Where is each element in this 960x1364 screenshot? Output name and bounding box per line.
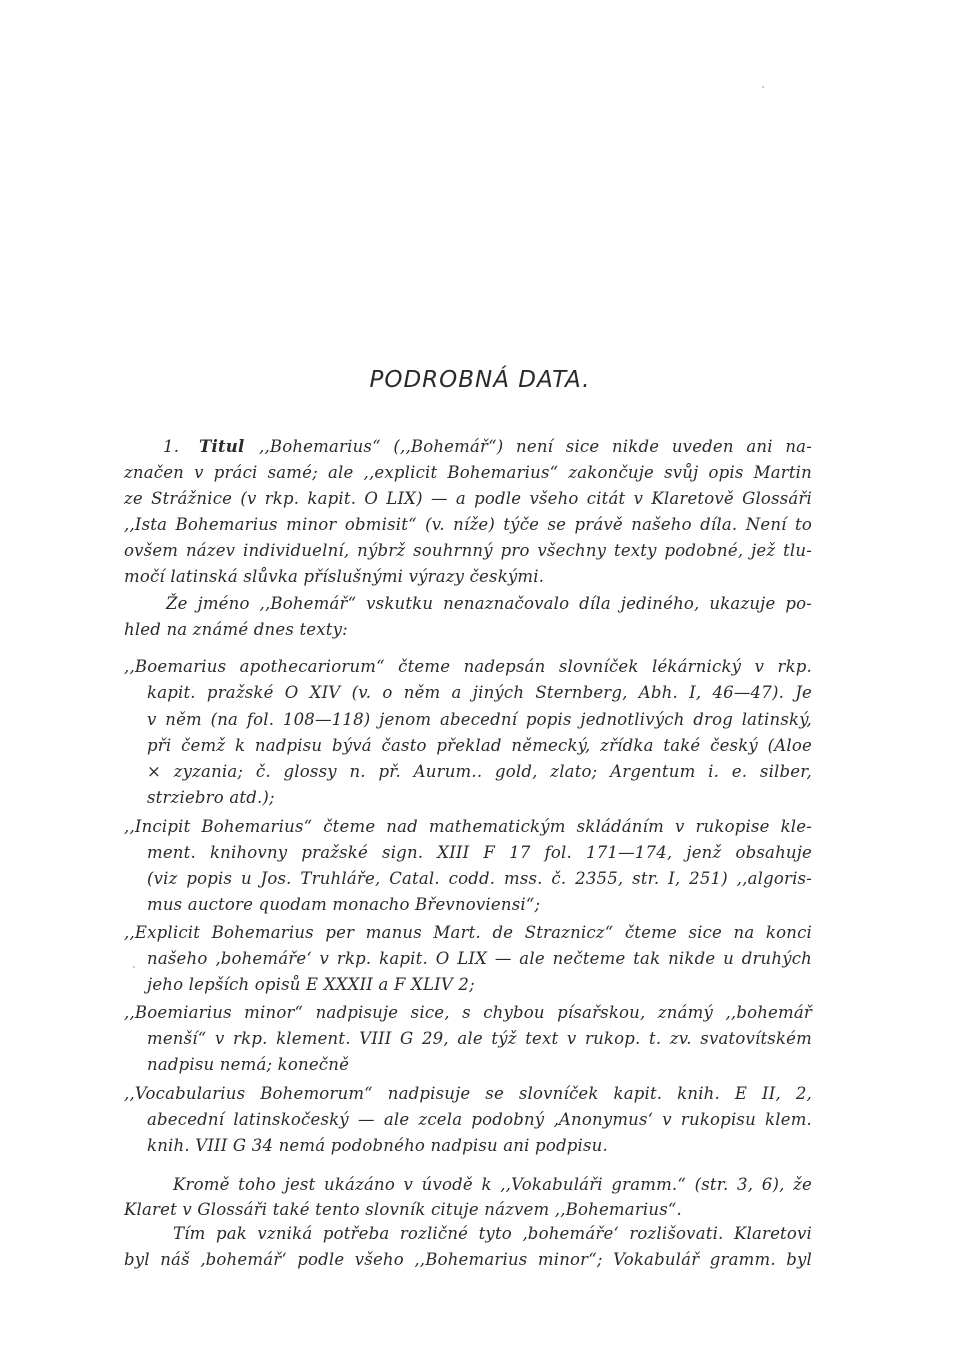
list-item-line: ,,Boemiarius minor“ nadpisuje sice, s chybou písařskou, známý ,,bohemář xyxy=(124,1003,812,1022)
text-line: Tím pak vzniká potřeba rozličné tyto ‚bohemáře‘ rozlišovati. Klaretovi xyxy=(173,1224,812,1243)
text-line: ze Strážnice (v rkp. kapit. O LIX) — a podle všeho citát v Klaretově Glossáři xyxy=(124,489,812,508)
section-number: 1. xyxy=(163,437,180,456)
list-item-line: strziebro atd.); xyxy=(147,788,275,807)
list-item-line: ,,Explicit Bohemarius per manus Mart. de Straznicz“ čteme sice na konci xyxy=(124,923,812,942)
list-item-line: ,,Boemarius apothecariorum“ čteme nadepsán slovníček lékárnický v rkp. xyxy=(124,657,812,676)
scan-speck xyxy=(762,86,764,88)
list-item-line: ,,Incipit Bohemarius“ čteme nad mathematickým skládáním v rukopise kle- xyxy=(124,817,812,836)
list-item-line: mus auctore quodam monacho Břevnoviensi“; xyxy=(147,895,541,914)
text-line: ,,Ista Bohemarius minor obmisit“ (v. níže) týče se právě našeho díla. Není to xyxy=(124,515,812,534)
text-line: hled na známé dnes texty: xyxy=(124,620,348,639)
list-item-line: × zyzania; č. glossy n. př. Aurum.. gold, zlato; Argentum i. e. silber, xyxy=(147,762,812,781)
list-item-line: abecední latinskočeský — ale zcela podobný ‚Anonymus‘ v rukopisu klem. xyxy=(147,1110,812,1129)
list-item-line: našeho ‚bohemáře‘ v rkp. kapit. O LIX — ale nečteme tak nikde u druhých xyxy=(147,949,812,968)
list-item-line: knih. VIII G 34 nemá podobného nadpisu ani podpisu. xyxy=(147,1136,608,1155)
list-item-line: při čemž k nadpisu bývá často překlad německý, zřídka také český (Aloe xyxy=(147,736,812,755)
list-item-line: (viz popis u Jos. Truhláře, Catal. codd. mss. č. 2355, str. I, 251) ,,algoris- xyxy=(147,869,812,888)
text-line: Kromě toho jest ukázáno v úvodě k ,,Vokabuláři gramm.“ (str. 3, 6), že xyxy=(173,1175,812,1194)
list-item-line: ,,Vocabularius Bohemorum“ nadpisuje se slovníček kapit. knih. E II, 2, xyxy=(124,1084,812,1103)
text-line: ovšem název individuelní, nýbrž souhrnný pro všechny texty podobné, jež tlu- xyxy=(124,541,812,560)
list-item-line: v něm (na fol. 108—118) jenom abecední popis jednotlivých drog latinský, xyxy=(147,710,812,729)
section-heading: Titul xyxy=(199,437,245,456)
list-item-line: ment. knihovny pražské sign. XIII F 17 fol. 171—174, jenž obsahuje xyxy=(147,843,812,862)
text-line: značen v práci samé; ale ,,explicit Bohemarius“ zakončuje svůj opis Martin xyxy=(124,463,812,482)
list-item-line: jeho lepších opisů E XXXII a F XLIV 2; xyxy=(147,975,475,994)
scan-speck xyxy=(133,966,135,968)
text-line: Že jméno ,,Bohemář“ vskutku nenaznačovalo díla jediného, ukazuje po- xyxy=(166,594,812,613)
list-item-line: nadpisu nemá; konečně xyxy=(147,1055,350,1074)
text-line: Klaret v Glossáři také tento slovník cituje názvem ,,Bohemarius“. xyxy=(124,1200,682,1219)
text-line: byl náš ‚bohemář‘ podle všeho ,,Bohemarius minor“; Vokabulář gramm. byl xyxy=(124,1250,812,1269)
text-line: močí latinská slůvka příslušnými výrazy českými. xyxy=(124,567,545,586)
list-item-line: kapit. pražské O XIV (v. o něm a jiných Sternberg, Abh. I, 46—47). Je xyxy=(147,683,812,702)
list-item-line: menší“ v rkp. klement. VIII G 29, ale týž text v rukop. t. zv. svatovítském xyxy=(147,1029,812,1048)
text-line: ,,Bohemarius“ (,,Bohemář“) není sice nikde uveden ani na- xyxy=(259,437,812,456)
page-title: PODROBNÁ DATA. xyxy=(369,367,591,394)
